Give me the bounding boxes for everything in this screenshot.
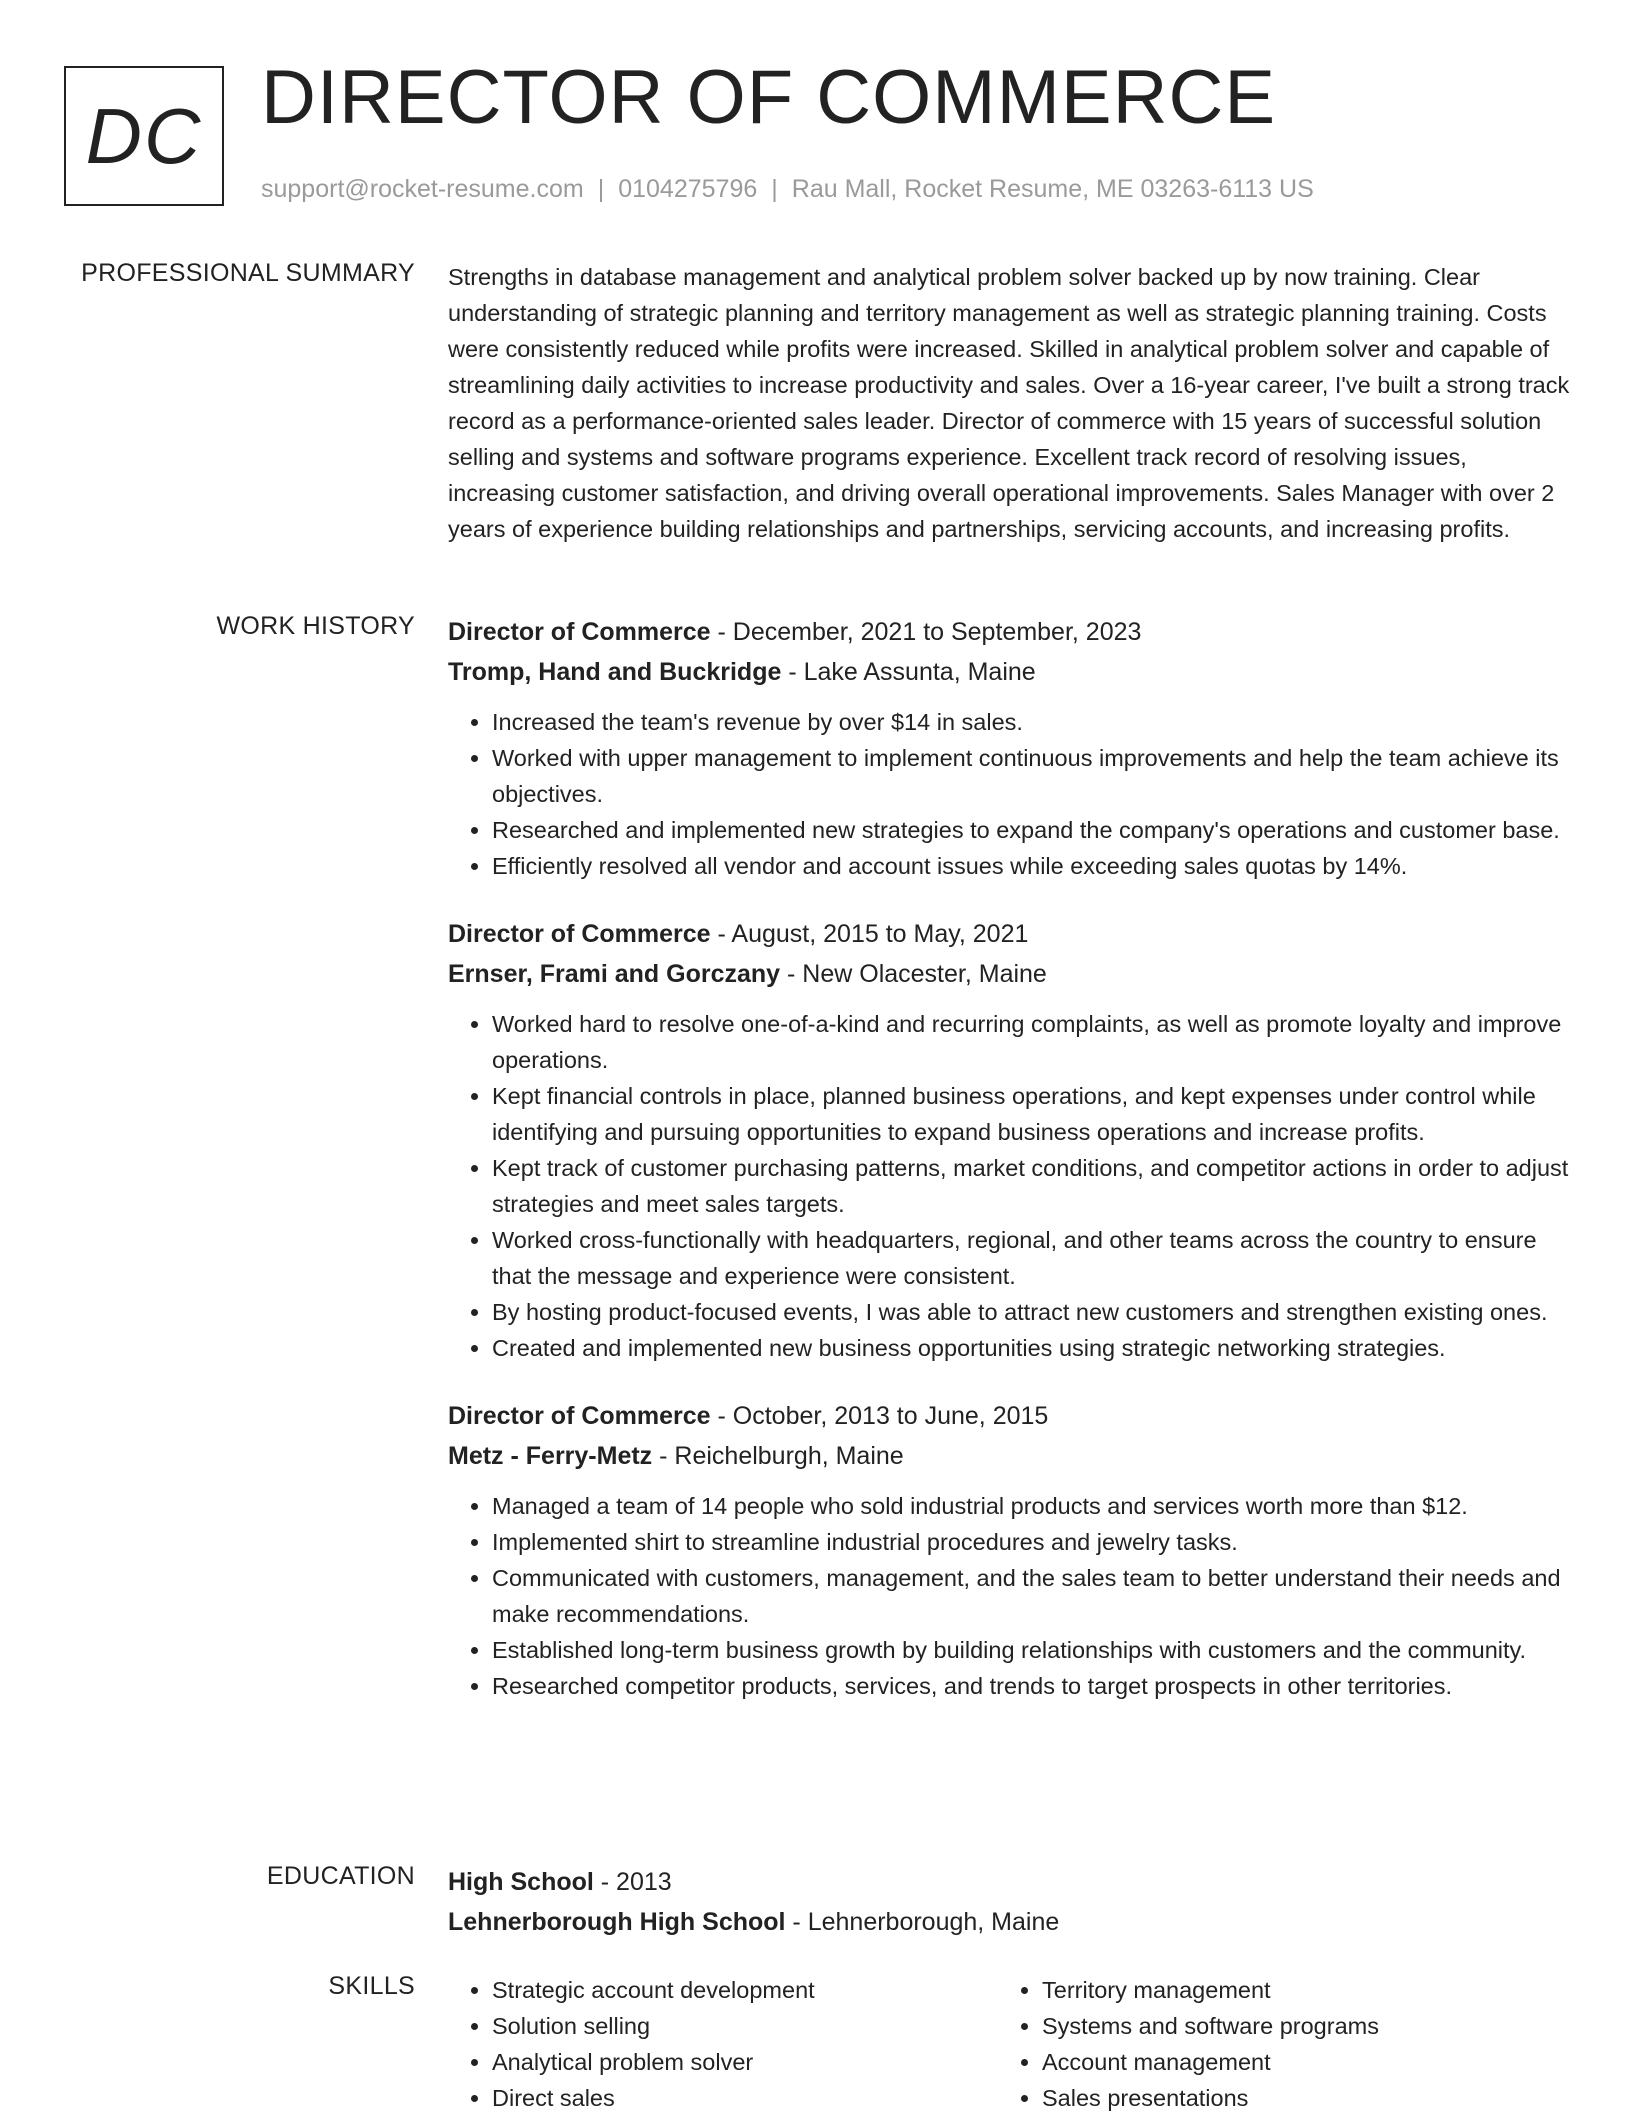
job-bullet: • Kept financial controls in place, planned business operations, and kept expenses under control while identifying and pursuing opportunities to expand business operations and increase profits. bbox=[492, 1078, 1572, 1150]
contact-separator: | bbox=[597, 175, 605, 203]
contact-address: Rau Mall, Rocket Resume, ME 03263-6113 US bbox=[791, 175, 1314, 203]
job-location: - Reichelburgh, Maine bbox=[652, 1442, 904, 1470]
job-title-line bbox=[448, 612, 1572, 652]
job-entry bbox=[448, 612, 1572, 884]
job-bullets bbox=[448, 704, 1572, 884]
summary-text: Strengths in database management and analytical problem solver backed up by now training. Clear understanding of strategic planning and territory management as well as strategic planning training. Costs were consistently reduced while profits were increased. Skilled in analytical problem solver and capable of streamlining daily activities to increase productivity and sales. Over a 16-year career, I've built a strong track record as a performance-oriented sales leader. Director of commerce with 15 years of successful solution selling and systems and software programs experience. Excellent track record of resolving issues, increasing customer satisfaction, and driving overall operational improvements. Sales Manager with over 2 years of experience building relationships and partnerships, servicing accounts, and increasing profits. bbox=[448, 264, 1570, 542]
skills-body bbox=[448, 1972, 1572, 2116]
job-bullet: • Increased the team's revenue by over $14 in sales. bbox=[492, 704, 1572, 740]
skills-label: SKILLS bbox=[328, 1972, 415, 2000]
job-location: - New Olacester, Maine bbox=[780, 960, 1047, 988]
job-entry bbox=[448, 1396, 1572, 1704]
monogram-initials: DC bbox=[85, 91, 203, 180]
job-company: Ernser, Frami and Gorczany bbox=[448, 960, 781, 988]
education-school-line bbox=[448, 1902, 1572, 1942]
job-bullet: • Communicated with customers, management, and the sales team to better understand their needs and make recommendations. bbox=[492, 1560, 1572, 1632]
contact-email: support@rocket-resume.com bbox=[261, 175, 584, 203]
job-title: Director of Commerce bbox=[448, 920, 711, 948]
job-bullet: • Efficiently resolved all vendor and account issues while exceeding sales quotas by 14%. bbox=[492, 848, 1572, 884]
job-title: Director of Commerce bbox=[448, 1402, 711, 1430]
skills-grid bbox=[448, 1972, 1572, 2116]
job-bullet: • Created and implemented new business opportunities using strategic networking strategies. bbox=[492, 1330, 1572, 1366]
education-location: - Lehnerborough, Maine bbox=[785, 1908, 1060, 1936]
work-history-body bbox=[448, 612, 1572, 1734]
job-bullet: • Worked hard to resolve one-of-a-kind and recurring complaints, as well as promote loyalty and improve operations. bbox=[492, 1006, 1572, 1078]
job-dates: - December, 2021 to September, 2023 bbox=[710, 618, 1142, 646]
job-bullet: • Worked with upper management to implement continuous improvements and help the team achieve its objectives. bbox=[492, 740, 1572, 812]
summary-label: PROFESSIONAL SUMMARY bbox=[81, 259, 415, 287]
job-dates: - August, 2015 to May, 2021 bbox=[710, 920, 1029, 948]
job-bullets bbox=[448, 1488, 1572, 1704]
job-location: - Lake Assunta, Maine bbox=[781, 658, 1036, 686]
job-bullet: • Researched and implemented new strategies to expand the company's operations and customer base. bbox=[492, 812, 1572, 848]
job-title: Director of Commerce bbox=[448, 618, 711, 646]
skill-item: • Territory management bbox=[1042, 1972, 1548, 2008]
education-degree: High School bbox=[448, 1868, 594, 1896]
contact-separator: | bbox=[771, 175, 778, 203]
job-title-line bbox=[448, 1396, 1572, 1436]
job-company-line bbox=[448, 954, 1572, 994]
work-history-label: WORK HISTORY bbox=[216, 612, 415, 640]
skill-item: • Direct sales bbox=[492, 2080, 998, 2116]
job-bullet: • Researched competitor products, services, and trends to target prospects in other territories. bbox=[492, 1668, 1572, 1704]
job-bullet: • Kept track of customer purchasing patterns, market conditions, and competitor actions in order to adjust strategies and meet sales targets. bbox=[492, 1150, 1572, 1222]
job-company: Tromp, Hand and Buckridge bbox=[448, 658, 782, 686]
job-bullet: • Worked cross-functionally with headquarters, regional, and other teams across the country to ensure that the message and experience were consistent. bbox=[492, 1222, 1572, 1294]
contact-line bbox=[261, 175, 1314, 204]
contact-phone: 0104275796 bbox=[618, 175, 758, 203]
skill-item: • Strategic account development bbox=[492, 1972, 998, 2008]
job-company-line bbox=[448, 652, 1572, 692]
job-bullet: • Implemented shirt to streamline industrial procedures and jewelry tasks. bbox=[492, 1524, 1572, 1560]
skills-column-left bbox=[448, 1972, 998, 2116]
education-label: EDUCATION bbox=[266, 1862, 415, 1890]
job-bullet: • Managed a team of 14 people who sold industrial products and services worth more than $12. bbox=[492, 1488, 1572, 1524]
job-entry bbox=[448, 914, 1572, 1366]
job-company-line bbox=[448, 1436, 1572, 1476]
skill-item: • Systems and software programs bbox=[1042, 2008, 1548, 2044]
education-year: - 2013 bbox=[593, 1868, 672, 1896]
skill-item: • Analytical problem solver bbox=[492, 2044, 998, 2080]
skill-item: • Account management bbox=[1042, 2044, 1548, 2080]
job-bullet: • Established long-term business growth by building relationships with customers and the community. bbox=[492, 1632, 1572, 1668]
resume-name: DIRECTOR OF COMMERCE bbox=[261, 55, 1277, 140]
education-body bbox=[448, 1862, 1572, 1942]
job-dates: - October, 2013 to June, 2015 bbox=[710, 1402, 1049, 1430]
skills-column-right bbox=[998, 1972, 1548, 2116]
job-bullets bbox=[448, 1006, 1572, 1366]
monogram-badge bbox=[64, 66, 224, 206]
summary-body bbox=[448, 259, 1572, 547]
job-bullet: • By hosting product-focused events, I was able to attract new customers and strengthen existing ones. bbox=[492, 1294, 1572, 1330]
job-title-line bbox=[448, 914, 1572, 954]
skill-item: • Solution selling bbox=[492, 2008, 998, 2044]
education-degree-line bbox=[448, 1862, 1572, 1902]
skill-item: • Sales presentations bbox=[1042, 2080, 1548, 2116]
job-company: Metz - Ferry-Metz bbox=[448, 1442, 653, 1470]
education-school: Lehnerborough High School bbox=[448, 1908, 786, 1936]
